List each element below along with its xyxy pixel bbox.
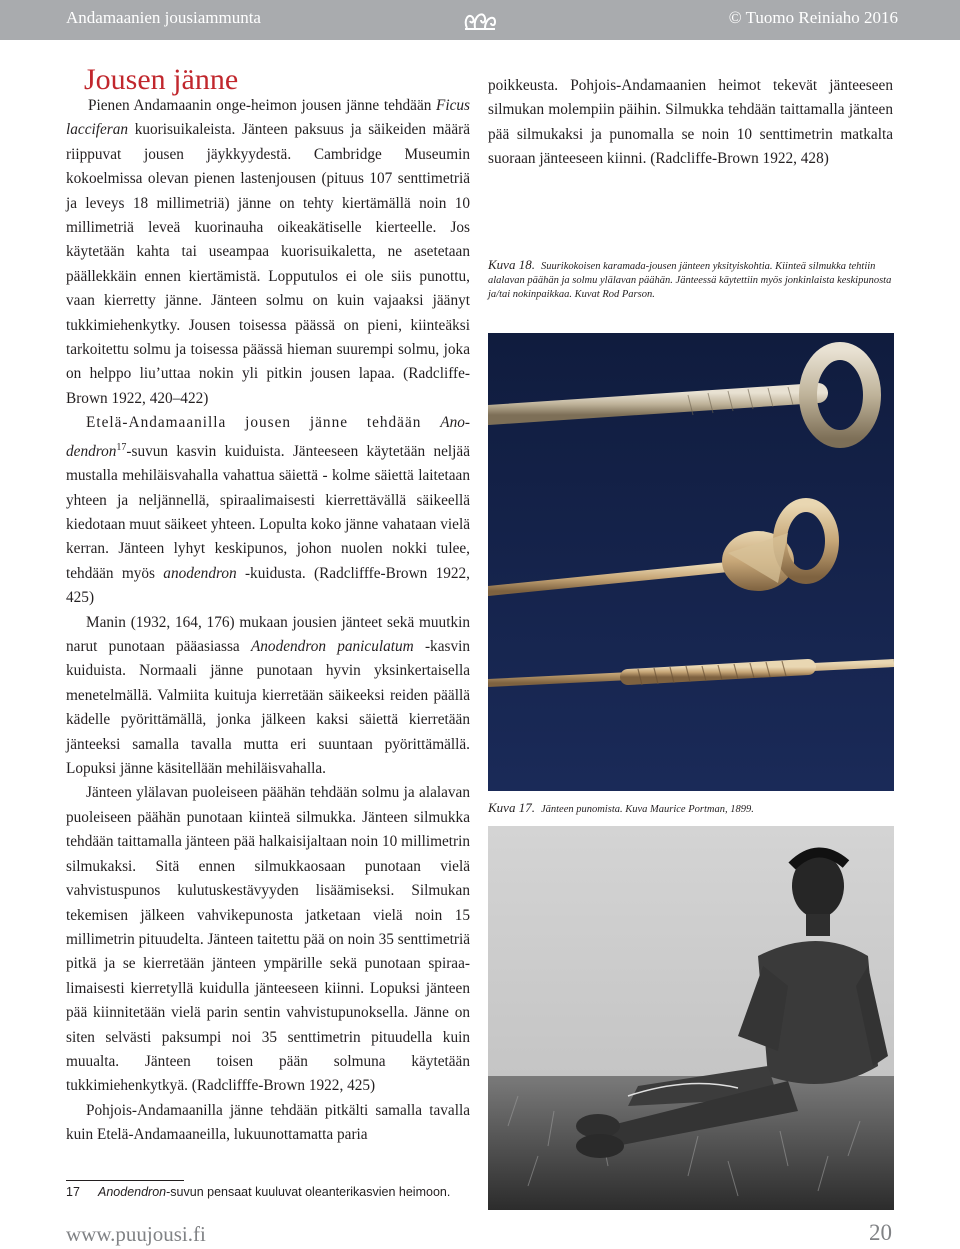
ornament-logo-icon xyxy=(461,6,499,32)
right-column xyxy=(488,74,893,172)
paragraph-2: Etelä-Andamaanilla jousen jänne tehdään Anodendron$^{17}$-suvun kasvin kuiduista. Jänteeseen käytetään neljää mustalla mehiläisvahalla vahattua säiettä - kolme säiettä laitetaan yhteen ja neljännellä, spiraalimaisesti kierrettävällä säikeellä kiedotaan muut säikeet yhteen. Lopulta koko jänne vahataan vielä kerran. Jänteen lyhyt keskipunos, johon nuolen nokki tulee, tehdään myös anodendron -kuidusta. (Radclifffe-Brown 1922, 425) xyxy=(66,414,470,607)
left-column xyxy=(66,90,470,1148)
bowstring-detail-photo xyxy=(488,333,894,791)
footnote-text: -suvun pensaat kuuluvat oleanterikasvien heimoon. xyxy=(166,1185,451,1199)
footnote xyxy=(66,1185,450,1199)
paragraph-3: Manin (1932, 164, 176) mukaan jousien jänteet sekä muutkin narut punotaan pääasiassa Anodendron paniculatum -kasvin kuiduista. Normaali jänne punotaan hyvin yksinkertaisella menetelmällä. Valmiita kuituja kierretään säikeeksi reiden päällä kädelle pyörittämällä, jonka jälkeen kaksi säiettä kierretään jänteeksi samalla tavalla mutta eri suuntaan pyörittämällä. Lopuksi jänne käsitellään mehiläisvahalla. xyxy=(66,613,470,778)
historical-photo xyxy=(488,826,894,1210)
figure-18-caption xyxy=(488,258,896,302)
figure-18-text: Suurikokoisen karamada-jousen jänteen yksityiskohtia. Kiinteä silmukka tehtiin alalavan päähän ja solmu ylälavan päähän. Jänteessä käytettiin myös jonkinlaista keskipunosta ja/tai nokinpaikkaa. Kuvat Rod Parson. xyxy=(488,261,892,300)
seated-man-illustration xyxy=(488,826,894,1210)
footnote-rule xyxy=(66,1180,184,1181)
paragraph-5: Pohjois-Andamaanilla jänne tehdään pitkälti samalla tavalla kuin Etelä-Andamaaneilla, lukuunottamatta paria xyxy=(66,1101,470,1144)
figure-17-text: Jänteen punomista. Kuva Maurice Portman, 1899. xyxy=(540,804,754,815)
bowstring-detail-illustration xyxy=(488,333,894,791)
paragraph-continued: poikkeusta. Pohjois-Andamaanien heimot tekevät jänteeseen silmukan molempiin päihin. Silmukka tehdään taittamalla jänteen pää silmukaksi ja punomalla se noin 10 senttimetrin matkalta suoraan jänteeseen kiinni. (Radcliffe-Brown 1922, 428) xyxy=(488,77,893,168)
page-header xyxy=(0,0,960,40)
paragraph-4: Jänteen ylälavan puoleiseen päähän tehdään solmu ja alalavan puoleiseen päähän punotaan kiinteä silmukka. Jänteen silmukka tehdään taittamalla jänteen pää halkaisijaltaan noin 10 millimetrin silmukaksi. Sitä ennen silmukkaosaan punotaan vielä vahvistuspunos kulutuskestävyyden lisäämiseksi. Silmukan tekemisen jälkeen vahvikepunosta jatketaan vielä noin 15 millimetrin pituudelta. Jänteen taitettu pää on noin 35 senttimetriä pitkä ja se kierretään jänteen ympärille sekä punotaan spiraalimaisesti kierretyllä kuidulla jänteeseen kiinni. Lopuksi jänteen pää kiinnitetään vielä parin sentin vahvistupunoksella. Jänne on siten selvästi paksumpi noi 35 senttimetrin pituudella kuin muualta. Jänteen toisen pään solmuna käytetään tukkimiehenkytkyä. (Radclifffe-Brown 1922, 425) xyxy=(66,784,470,1095)
footnote-number: 17 xyxy=(66,1185,80,1199)
footnote-genus: Anodendron xyxy=(98,1185,167,1199)
figure-17-label: Kuva 17. xyxy=(488,800,535,815)
paragraph-1: Pienen Andamaanin onge-heimon jousen jänne tehdään Ficus lacciferan kuorisuikaleista. Jänteen paksuus ja säikeiden määrä riippuvat jousen jäykkyydestä. Cambridge Museumin kokoelmissa olevan pienen lastenjousen (pituus 107 senttimetriä ja leveys 18 millimetriä) jänne on tehty kiertämällä noin 10 millimetriä leveä kuorinauha oikeakätiselle kierteelle. Jos käytetään kahta tai useampaa kuorisuikaletta, ne asetetaan päällekkäin ennen kiertämistä. Lopputulos ei ole siis punottu, vaan kierretty jänne. Jänteen solmu on kuin vajaaksi jäänyt tukkimiehenkytky. Jousen toisessa päässä on pieni, kiinteäksi tarkoitettu solmu ja toisessa päässä hieman suurempi solmu, joka on helppo liu’uttaa nokin yli pitkin jousen lapaa. (Radcliffe-Brown 1922, 420–422) xyxy=(66,97,470,407)
header-title: Andamaanien jousiammunta xyxy=(66,8,261,27)
section-title: Jousen jänne xyxy=(84,63,239,96)
figure-17-caption xyxy=(488,801,896,817)
header-copyright: © Tuomo Reiniaho 2016 xyxy=(728,8,898,27)
footnote-ref: 17 xyxy=(116,441,127,453)
figure-18-label: Kuva 18. xyxy=(488,257,535,272)
page-number: 20 xyxy=(869,1220,892,1245)
website-link[interactable]: www.puujousi.fi xyxy=(66,1222,206,1246)
